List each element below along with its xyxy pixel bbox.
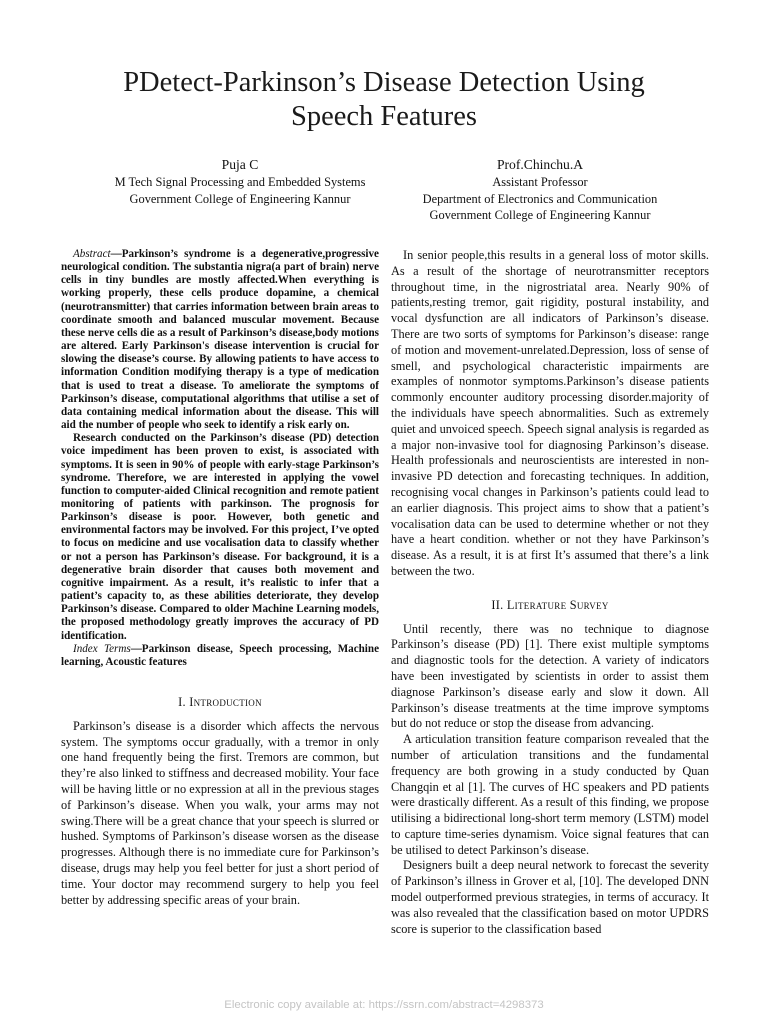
author-block-1 [60,156,420,207]
abstract [61,248,379,669]
body-paragraph: Designers built a deep neural network to forecast the severity of Parkinson’s illness in Grover et al, [10]. The developed DNN model outperformed previous strategies, in terms of accuracy. It was also revealed that the classification based on motor UPDRS score is superior to the classification based [391,858,709,936]
author-name: Puja C [221,157,259,172]
title-line-2: Speech Features [291,101,477,132]
index-terms-text: —Parkinson disease, Speech processing, Machine learning, Acoustic features [61,642,379,668]
author-affiliation: Assistant Professor [492,175,588,189]
ssrn-watermark: Electronic copy available at: https://ssrn.com/abstract=4298373 [224,999,544,1011]
body-paragraph: A articulation transition feature comparison revealed that the number of articulation transitions and the fundamental frequency are both growing in a study conducted by Quan Changqin et al [1]. The curves of HC speakers and PD patients were drastically different. As a result of this finding, we propose utilising a bidirectional long-short term memory (LSTM) model to capture time-series dynamism. Voice signal features that can be utilised to detect Parkinson’s disease. [391,732,709,857]
author-name: Prof.Chinchu.A [496,157,584,172]
body-paragraph: Until recently, there was no technique to diagnose Parkinson’s disease (PD) [1]. There exist multiple symptoms and diagnostic tools for the detection. A variety of indicators have been investigated by scientists in order to assist them diagnose Parkinson’s disease early and slow it down. All Parkinson’s disease treatments at the time improve symptoms but do not reduce or stop the disease from advancing. [391,621,709,731]
index-terms-label: Index Terms [73,642,131,655]
abstract-label: Abstract [73,248,111,260]
body-paragraph: In senior people,this results in a general loss of motor skills. As a result of the shortage of neurotransmitter receptors throughout time, in the nigrostriatal area. Nearly 90% of patients,resting tremor, gait rigidity, postural instability, and vocal dysfunction are all indicators of Parkinson’s disease. There are two sorts of symptoms for Parkinson’s disease: range of motion and movement-unrelated.Depression, loss of sense of smell, and psychological characteristic impairments are examples of nonmotor symptoms.Parkinson’s disease patients commonly encounter auditory processing disorder.majority of the individuals have speech abnormalities. Such as extremely quiet and unvoiced speech. Speech signal analysis is regarded as a major non-invasive tool for diagnosing Parkinson’s disease. Health professionals and neuroscientists are interested in non-invasive PD detection and forecasting techniques. In addition, recognising vocal changes in Parkinson’s patients could lead to an earlier diagnosis. This project aims to show that a patient’s vocalisation data can be used to determine whether or not they have a heart condition. whether or not they have Parkinson’s disease. As a result, it is at first It’s assumed that there’s a link between the two. [391,248,709,578]
right-column [391,248,709,937]
author-affiliation: M Tech Signal Processing and Embedded Systems [114,175,366,189]
paper-title [0,66,768,134]
abstract-text: —Parkinson’s syndrome is a degenerative,progressive neurological condition. The substantia nigra(a part of brain) nerve cells in tiny bundles are mostly affected.When everything is working properly, these cells produce dopamine, a chemical (neurotransmitter) that carries information between brain areas to coordinate smooth and balanced muscular movement. Because these nerve cells die as a result of Parkinson’s disease,body motions are altered. Early Parkinson's disease intervention is crucial for slowing the disease’s course. By allowing patients to have access to information Condition modifying therapy is a type of medication that is used to treat a disease. To ameliorate the symptoms of Parkinson’s disease, computational algorithms that utilise a set of data containing medical information about the disease. This will aid the number of people who seek to identify a risk early on. [61,248,379,432]
author-affiliation: Department of Electronics and Communication [422,191,658,206]
section-heading-introduction: I. Introduction [178,695,262,709]
section-heading-literature-survey: II. Literature Survey [491,597,609,612]
abstract-text-2: Research conducted on the Parkinson’s disease (PD) detection voice impediment has been proven to exist, is associated with symptoms. It is seen in 90% of people with early-stage Parkinson’s syndrome. Therefore, we are interested in applying the vowel function to computer-aided Clinical recognition and remote patient monitoring of patients with parkinson. The prognosis for Parkinson’s disease is poor. However, both genetic and environmental factors may be involved. For this project, I’ve opted to focus on medicine and use vocalisation data to classify whether or not a person has Parkinson’s disease. For background, it is a degenerative brain disorder that causes both movement and cognitive impairment. As a result, it’s realistic to infer that a patient’s capacity to, as these abilities deteriorate, they develop Parkinson’s disease. Compared to older Machine Learning models, the proposed methodology greatly improves the accuracy of PD identification. [61,432,379,642]
author-affiliation: Government College of Engineering Kannur [129,191,351,206]
intro-paragraph: Parkinson’s disease is a disorder which affects the nervous system. The symptoms occur gradually, with a tremor in only one hand frequently being the first. Tremors are common, but they’re also linked to stiffness and decreased mobility. Your face will be having little or no expression at all in the previous stages of Parkinson’s disease. When you walk, your arms may not swing.There will be a great chance that your speech is slurred or hushed. Symptoms of Parkinson’s disease worsen as the disease progresses. Although there is no immediate cure for Parkinson’s disease, drugs may help you feel better for just a short period of time. Your doctor may recommend surgery to help you feel better by addressing specific areas of your brain. [61,718,379,907]
left-column [61,248,379,908]
author-affiliation: Government College of Engineering Kannur [429,208,651,222]
author-block-2 [390,156,690,224]
title-line-1: PDetect-Parkinson’s Disease Detection Using [123,67,645,98]
